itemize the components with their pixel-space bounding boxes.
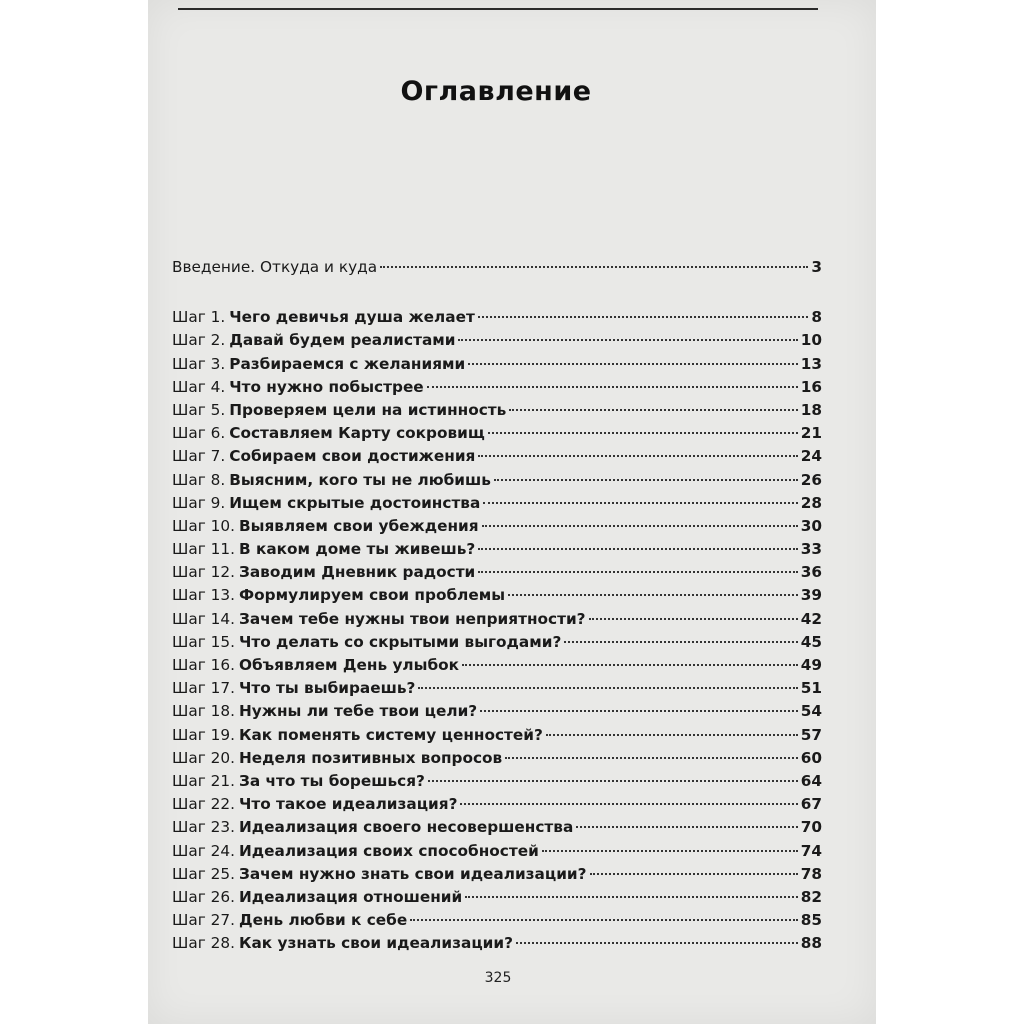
toc-entry-row (172, 840, 822, 863)
toc-entry-label (172, 329, 455, 352)
toc-entry-row (172, 793, 822, 816)
toc-entry-step: Шаг 5. (172, 400, 226, 419)
toc-entry-label (172, 399, 506, 422)
toc-entry-title: Что делать со скрытыми выгодами? (238, 632, 562, 651)
toc-entry-page: 28 (800, 493, 822, 512)
toc-entry-step: Шаг 10. (172, 516, 235, 535)
toc-entry-title: В каком доме ты живешь? (238, 540, 476, 559)
dot-leader (480, 710, 798, 712)
toc-entry-page: 74 (800, 841, 822, 860)
toc-entry-step: Шаг 13. (172, 586, 235, 605)
dot-leader (546, 734, 798, 736)
toc-entry-label (172, 631, 561, 654)
toc-entry-page: 70 (800, 818, 822, 837)
toc-entry-title: Давай будем реалистами (229, 331, 456, 350)
toc-entry-label (172, 538, 475, 561)
toc-entry-step: Шаг 6. (172, 424, 226, 443)
toc-entry-label (172, 747, 502, 770)
toc-entry-label (172, 515, 479, 538)
toc-entry-row (172, 515, 822, 538)
toc-entry-label (172, 677, 415, 700)
toc-entry-page: 10 (800, 331, 822, 350)
toc-entry-step: Шаг 7. (172, 447, 226, 466)
toc-entry-title: Формулируем свои проблемы (238, 586, 506, 605)
toc-entry-step: Шаг 19. (172, 725, 235, 744)
toc-entry-row (172, 770, 822, 793)
toc-entry-label (172, 724, 543, 747)
toc-entry-title: Неделя позитивных вопросов (238, 748, 503, 767)
dot-leader (458, 339, 797, 341)
toc-entry-title: Что нужно побыстрее (229, 377, 424, 396)
toc-entry-label (172, 608, 586, 631)
toc-entry-row (172, 747, 822, 770)
toc-entry-page: 67 (800, 795, 822, 814)
toc-entry-title: Как поменять систему ценностей? (238, 725, 543, 744)
table-of-contents (172, 256, 822, 955)
dot-leader (410, 919, 797, 921)
toc-entry-title: Нужны ли тебе твои цели? (238, 702, 478, 721)
dot-leader (428, 780, 798, 782)
toc-entry-page: 49 (800, 656, 822, 674)
toc-entry-page: 21 (800, 424, 822, 443)
toc-entry-row (172, 654, 822, 677)
toc-entry-page: 57 (800, 725, 822, 744)
dot-leader (478, 548, 797, 550)
toc-intro-label: Введение. Откуда и куда (172, 258, 378, 276)
toc-entry-label (172, 353, 465, 376)
toc-entry-row (172, 561, 822, 584)
toc-entry-label (172, 306, 475, 329)
toc-entry-page: 33 (800, 540, 822, 559)
toc-entry-row (172, 816, 822, 839)
toc-entry-title: Что ты выбираешь? (238, 679, 416, 698)
toc-entry-step: Шаг 17. (172, 679, 235, 698)
toc-entry-title: Идеализация своего несовершенства (238, 818, 574, 837)
toc-entry-row (172, 376, 822, 399)
dot-leader (589, 618, 798, 620)
toc-entry-step: Шаг 14. (172, 609, 235, 628)
dot-leader (576, 826, 797, 828)
toc-entry-row (172, 886, 822, 909)
toc-entry-label (172, 909, 407, 932)
toc-entry-row (172, 306, 822, 329)
toc-entry-page: 16 (800, 377, 822, 396)
dot-leader (590, 873, 798, 875)
dot-leader (478, 316, 809, 318)
toc-entry-title: Выявляем свои убеждения (238, 516, 479, 535)
toc-entry-title: Идеализация своих способностей (238, 841, 539, 860)
toc-entry-page: 54 (800, 702, 822, 721)
toc-entry-step: Шаг 21. (172, 771, 235, 790)
toc-entry-row (172, 584, 822, 607)
toc-entry-page: 45 (800, 632, 822, 651)
toc-entry-label (172, 469, 491, 492)
toc-entry-row (172, 353, 822, 376)
dot-leader (482, 525, 798, 527)
toc-entry-title: Объявляем День улыбок (238, 656, 460, 674)
toc-entry-page: 88 (800, 934, 822, 953)
toc-entry-row (172, 909, 822, 932)
toc-entry-title: Зачем нужно знать свои идеализации? (238, 864, 587, 883)
toc-entry-title: Зачем тебе нужны твои неприятности? (238, 609, 586, 628)
dot-leader (516, 942, 798, 944)
dot-leader (494, 479, 798, 481)
toc-entry-row (172, 608, 822, 631)
toc-entry-row (172, 631, 822, 654)
toc-intro-page: 3 (811, 258, 822, 276)
toc-entry-title: Заводим Дневник радости (238, 563, 476, 582)
toc-entry-step: Шаг 23. (172, 818, 235, 837)
toc-entry-label (172, 492, 480, 515)
toc-entry-row (172, 469, 822, 492)
toc-entry-label (172, 863, 587, 886)
dot-leader (427, 386, 798, 388)
toc-entry-step: Шаг 9. (172, 493, 226, 512)
dot-leader (418, 687, 797, 689)
toc-entry-page: 82 (800, 887, 822, 906)
toc-entry-step: Шаг 11. (172, 540, 235, 559)
toc-entry-row (172, 422, 822, 445)
toc-entry-page: 36 (800, 563, 822, 582)
dot-leader (564, 641, 797, 643)
toc-entry-page: 51 (800, 679, 822, 698)
toc-entry-title: Идеализация отношений (238, 887, 463, 906)
toc-entry-row (172, 677, 822, 700)
dot-leader (380, 266, 808, 268)
toc-entry-label (172, 584, 505, 607)
toc-entry-row (172, 932, 822, 955)
toc-entry-title: Собираем свои достижения (229, 447, 476, 466)
dot-leader (508, 594, 798, 596)
book-page (148, 0, 876, 1024)
toc-entry-title: Как узнать свои идеализации? (238, 934, 513, 953)
toc-entry-label (172, 770, 425, 793)
toc-entry-row (172, 492, 822, 515)
toc-entry-row (172, 863, 822, 886)
toc-entry-page: 78 (800, 864, 822, 883)
toc-entry-label (172, 376, 424, 399)
toc-entry-step: Шаг 25. (172, 864, 235, 883)
toc-entry-row (172, 724, 822, 747)
toc-entry-title: День любви к себе (238, 911, 408, 930)
dot-leader (460, 803, 797, 805)
toc-entry-step: Шаг 20. (172, 748, 235, 767)
toc-entry-step: Шаг 4. (172, 377, 226, 396)
toc-entry-step: Шаг 24. (172, 841, 235, 860)
toc-entry-page: 8 (811, 308, 822, 327)
dot-leader (478, 455, 797, 457)
toc-entry-label (172, 932, 513, 955)
toc-intro-row (172, 256, 822, 279)
toc-entry-title: Разбираемся с желаниями (229, 354, 466, 373)
top-rule (178, 8, 818, 10)
dot-leader (542, 850, 798, 852)
toc-entry-title: За что ты борешься? (238, 771, 425, 790)
dot-leader (468, 363, 797, 365)
toc-entry-title: Что такое идеализация? (238, 795, 458, 814)
dot-leader (488, 432, 798, 434)
toc-entry-label (172, 816, 573, 839)
toc-entry-page: 18 (800, 400, 822, 419)
toc-entry-page: 30 (800, 516, 822, 535)
toc-entry-row (172, 538, 822, 561)
toc-entry-step: Шаг 16. (172, 656, 235, 674)
toc-entry-title: Проверяем цели на истинность (229, 400, 507, 419)
toc-entry-label (172, 840, 539, 863)
page-title: Оглавление (400, 76, 592, 107)
toc-entry-page: 42 (800, 609, 822, 628)
dot-leader (465, 896, 797, 898)
toc-entry-label (172, 700, 477, 723)
toc-entry-page: 26 (800, 470, 822, 489)
toc-entry-step: Шаг 22. (172, 795, 235, 814)
page-number: 325 (484, 970, 512, 986)
toc-entry-title: Чего девичья душа желает (229, 308, 475, 327)
toc-entry-label (172, 654, 459, 677)
toc-entry-page: 85 (800, 911, 822, 930)
toc-entry-row (172, 700, 822, 723)
toc-entry-row (172, 445, 822, 468)
toc-entry-page: 24 (800, 447, 822, 466)
toc-entry-label (172, 422, 485, 445)
dot-leader (483, 502, 797, 504)
toc-entry-step: Шаг 15. (172, 632, 235, 651)
toc-entry-label (172, 445, 475, 468)
toc-entry-row (172, 399, 822, 422)
dot-leader (478, 571, 797, 573)
dot-leader (462, 664, 798, 666)
toc-entry-step: Шаг 28. (172, 934, 235, 953)
toc-entry-label (172, 793, 457, 816)
toc-entry-step: Шаг 2. (172, 331, 226, 350)
dot-leader (505, 757, 797, 759)
toc-entry-step: Шаг 26. (172, 887, 235, 906)
toc-entry-title: Составляем Карту сокровищ (229, 424, 485, 443)
toc-entry-title: Ищем скрытые достоинства (229, 493, 481, 512)
toc-entry-step: Шаг 27. (172, 911, 235, 930)
toc-entry-label (172, 561, 475, 584)
toc-entry-label (172, 886, 462, 909)
toc-entry-step: Шаг 18. (172, 702, 235, 721)
toc-entry-page: 39 (800, 586, 822, 605)
toc-entries (172, 306, 822, 955)
toc-entry-step: Шаг 12. (172, 563, 235, 582)
toc-entry-row (172, 329, 822, 352)
toc-entry-step: Шаг 3. (172, 354, 226, 373)
toc-entry-page: 64 (800, 771, 822, 790)
toc-entry-title: Выясним, кого ты не любишь (229, 470, 491, 489)
toc-entry-step: Шаг 8. (172, 470, 226, 489)
toc-entry-step: Шаг 1. (172, 308, 226, 327)
toc-entry-page: 60 (800, 748, 822, 767)
dot-leader (509, 409, 797, 411)
toc-entry-page: 13 (800, 354, 822, 373)
